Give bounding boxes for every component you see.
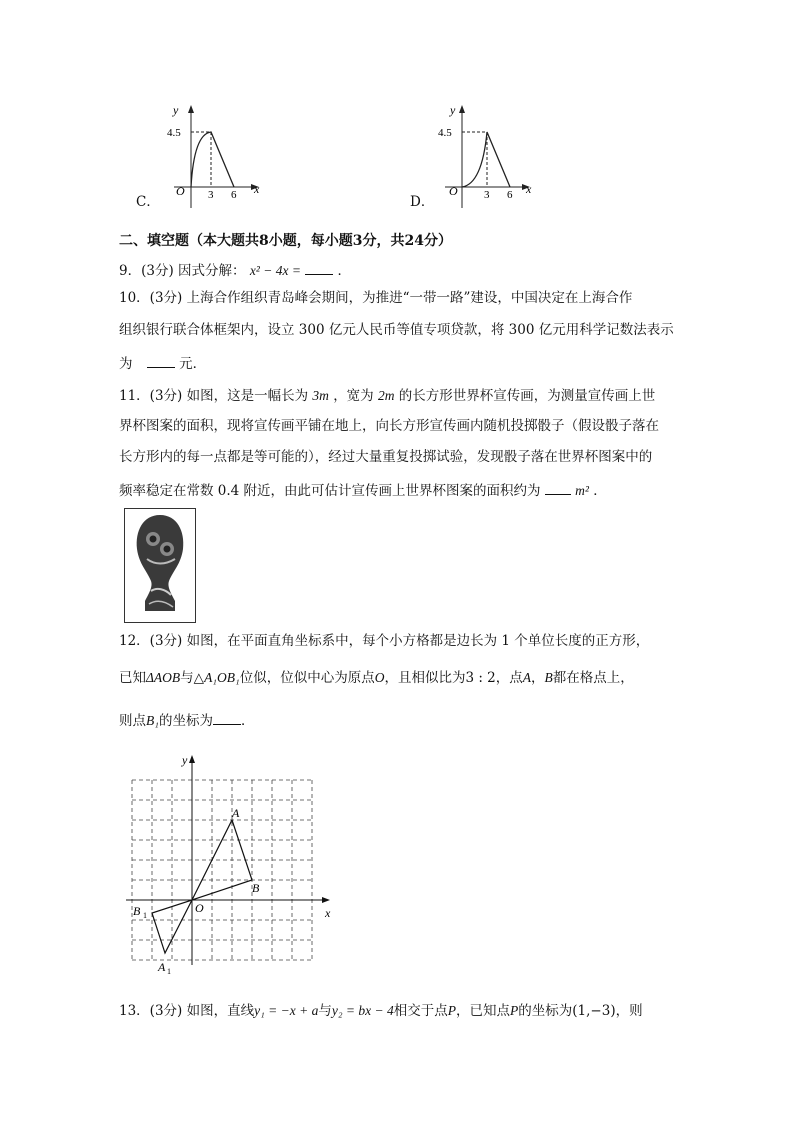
q13-t-a: 13．(3分) 如图，直线: [119, 1003, 255, 1019]
c-axis-y: y: [173, 103, 179, 117]
c-x-tick-6: 6: [231, 189, 237, 201]
option-c: [136, 100, 276, 215]
q12-ratio: 3 : 2: [465, 670, 496, 686]
q11-text-a: 11．(3分) 如图，这是一幅长为: [119, 388, 309, 404]
c-origin: O: [176, 184, 185, 198]
q12-t-e: 位似，位似中心为原点: [239, 670, 375, 686]
q13-line1: [119, 1004, 643, 1019]
q12-label-b1: B: [133, 904, 141, 918]
q10-answer-blank[interactable]: [147, 355, 175, 368]
c-axis-x: x: [254, 182, 260, 196]
c-x-tick-3: 3: [208, 189, 214, 201]
q12-label-a: A: [232, 806, 240, 820]
d-x-tick-3: 3: [484, 189, 490, 201]
q11-width: 2m: [377, 388, 395, 403]
q13-line-y1: y₁ = −x + a: [254, 1003, 319, 1018]
q13-t-g: ，已知点: [456, 1003, 511, 1019]
option-d-label: D．: [410, 194, 435, 210]
q9-suffix: ．: [337, 263, 352, 279]
q12-t3-d: ．: [240, 713, 255, 729]
d-x-tick-6: 6: [507, 189, 513, 201]
option-c-graph: [136, 100, 276, 215]
q13-point-p2: P: [510, 1003, 519, 1018]
q13-t-c: 与: [318, 1003, 332, 1019]
q11-length: 3m: [312, 388, 329, 403]
d-axis-x: x: [526, 182, 532, 196]
q12-label-a1-sub: 1: [167, 967, 171, 976]
q11-answer-blank[interactable]: [545, 482, 571, 495]
world-cup-trophy-image: [124, 508, 196, 623]
option-d: [410, 100, 550, 215]
q10-line3-prefix: 为: [119, 356, 133, 372]
q11-line2: 界杯图案的面积，现将宣传画平铺在地上，向长方形宣传画内随机投掷骰子（假设骰子落在: [119, 418, 659, 434]
q12-t-k: ，: [531, 670, 545, 686]
d-origin: O: [449, 184, 458, 198]
q12-answer-blank[interactable]: [213, 712, 241, 725]
q10-line3: [119, 355, 206, 372]
q13-t-i: 的坐标为: [518, 1003, 573, 1019]
q12-line3: [119, 712, 254, 729]
q10-line1: 10．(3分) 上海合作组织青岛峰会期间，为推进“一带一路”建设，中国决定在上海合作: [119, 290, 633, 306]
q12-coordinate-figure: [118, 750, 338, 980]
q13-t-k: ，则: [615, 1003, 643, 1019]
q12-t-c: 与△: [180, 670, 205, 686]
q12-t3-c: 的坐标为: [158, 713, 213, 729]
q12-line1: 12．(3分) 如图，在平面直角坐标系中，每个小方格都是边长为 1 个单位长度的正方形，: [119, 633, 650, 649]
q11-line4-end: ．: [593, 483, 607, 499]
q12-t-m: 都在格点上，: [552, 670, 634, 686]
q12-origin: O: [195, 901, 204, 915]
q11-text-e: 的长方形世界杯宣传画，为测量宣传画上世: [398, 388, 656, 404]
q12-axis-y: y: [182, 753, 188, 767]
q12-point-a: A: [522, 670, 532, 685]
question-9: [119, 262, 351, 279]
q11-line4-text: 频率稳定在常数 0.4 附近，由此可估计宣传画上世界杯图案的面积约为: [119, 483, 541, 499]
q9-prefix: 9．(3分) 因式分解：: [119, 263, 246, 279]
q11-line4: [119, 482, 607, 499]
q11-unit: m²: [575, 483, 589, 498]
q9-expr: x² − 4x =: [249, 263, 301, 278]
q12-point-b1: B₁: [146, 713, 159, 728]
q13-coord: (1,−3): [572, 1003, 616, 1019]
q12-label-a1: A: [158, 960, 166, 974]
q12-t3-a: 则点: [119, 713, 146, 729]
option-c-label: C．: [136, 194, 160, 210]
option-d-graph: [410, 100, 550, 215]
d-y-tick: 4.5: [438, 127, 452, 139]
trophy-icon: [125, 509, 195, 622]
c-y-tick: 4.5: [167, 127, 181, 139]
q9-answer-blank[interactable]: [305, 262, 333, 275]
q10-line3-suffix: 元．: [179, 356, 207, 372]
q12-t-i: ，点: [495, 670, 523, 686]
q12-t-g: ，且相似比为: [384, 670, 466, 686]
q12-axis-x: x: [325, 906, 331, 920]
section-heading: 二、填空题（本大题共8小题，每小题3分，共24分）: [119, 233, 452, 249]
d-axis-y: y: [450, 103, 456, 117]
q11-line3: 长方形内的每一点都是等可能的），经过大量重复投掷试验，发现骰子落在世界杯图案中的: [119, 449, 653, 465]
q11-text-c: ，宽为: [333, 388, 374, 404]
q12-line2: [119, 671, 634, 686]
q13-point-p: P: [447, 1003, 457, 1018]
q12-triangle-a1ob1: A₁OB₁: [204, 670, 240, 685]
q12-origin-o: O: [374, 670, 385, 685]
q11-line1: [119, 389, 655, 404]
q10-line2: 组织银行联合体框架内，设立 300 亿元人民币等值专项贷款，将 300 亿元用科学记数法表示: [119, 322, 674, 338]
q12-point-b: B: [544, 670, 553, 685]
q12-label-b: B: [252, 881, 260, 895]
q13-t-e: 相交于点: [393, 1003, 448, 1019]
q12-label-b1-sub: 1: [143, 911, 147, 920]
q12-triangle-aob: ΔAOB: [146, 670, 181, 685]
q12-t-a: 已知: [119, 670, 146, 686]
q13-line-y2: y₂ = bx − 4: [331, 1003, 394, 1018]
